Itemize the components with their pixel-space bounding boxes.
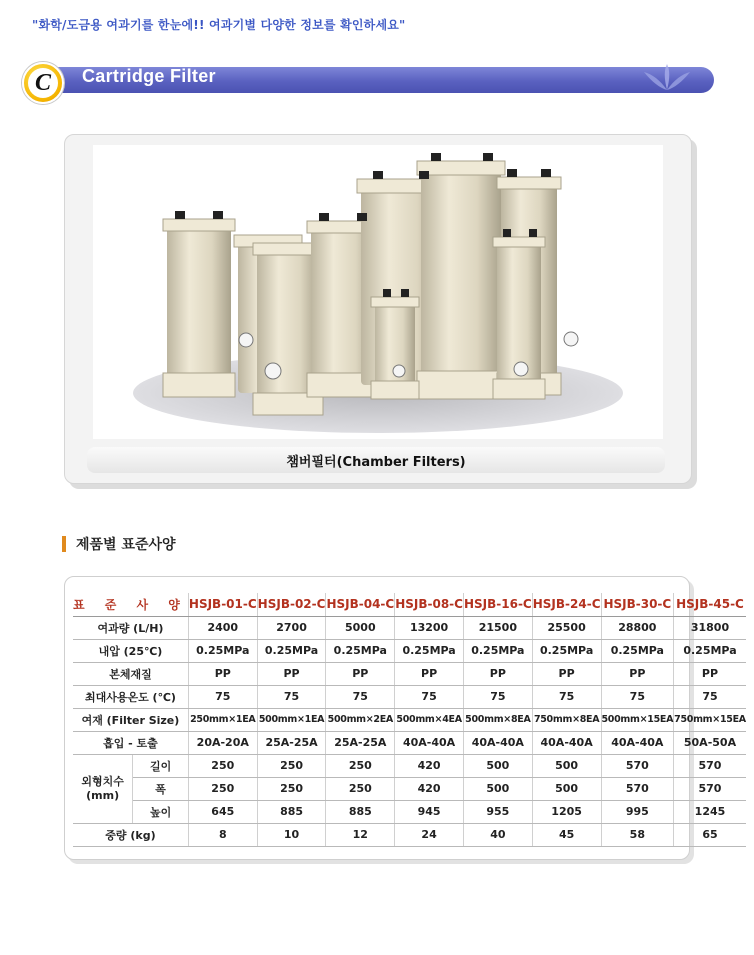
photo-caption: 챔버필터(Chamber Filters) <box>87 447 665 473</box>
table-cell: PP <box>188 662 257 685</box>
table-cell: 250 <box>257 777 326 800</box>
row-label: 내압 (25℃) <box>73 639 188 662</box>
table-cell: 21500 <box>463 616 532 639</box>
section-title-bar <box>18 62 714 98</box>
product-photo-card <box>64 134 692 484</box>
table-cell: 570 <box>674 754 746 777</box>
page-title: Cartridge Filter <box>82 66 216 86</box>
section-marker <box>62 536 66 552</box>
dimensions-label-line2: (mm) <box>86 788 120 802</box>
table-cell: 40A-40A <box>395 731 464 754</box>
table-cell: 955 <box>463 800 532 823</box>
model-header: HSJB-45-C <box>674 593 746 616</box>
table-cell: 500mm×8EA <box>463 708 532 731</box>
table-cell: 65 <box>674 823 746 846</box>
table-cell: 25500 <box>532 616 601 639</box>
table-cell: 0.25MPa <box>601 639 674 662</box>
category-badge <box>22 62 64 104</box>
table-cell: 500 <box>532 754 601 777</box>
table-cell: 250mm×1EA <box>188 708 257 731</box>
model-header: HSJB-04-C <box>326 593 395 616</box>
table-cell: 420 <box>395 777 464 800</box>
table-cell: 250 <box>326 777 395 800</box>
table-cell: 250 <box>188 754 257 777</box>
spec-table-card <box>64 576 746 860</box>
row-label: 여과량 (L/H) <box>73 616 188 639</box>
filter-housings <box>163 161 561 415</box>
table-cell: PP <box>532 662 601 685</box>
table-cell: 75 <box>674 685 746 708</box>
table-row <box>73 708 746 731</box>
table-cell: 500 <box>532 777 601 800</box>
table-cell: 31800 <box>674 616 746 639</box>
table-cell: 58 <box>601 823 674 846</box>
table-row <box>73 616 746 639</box>
table-cell: 750mm×8EA <box>532 708 601 731</box>
table-cell: 40A-40A <box>601 731 674 754</box>
table-cell: 12 <box>326 823 395 846</box>
header-label: 표 준 사 양 <box>73 593 188 616</box>
table-cell: 28800 <box>601 616 674 639</box>
chamber-filters-photo <box>93 145 663 439</box>
model-header: HSJB-16-C <box>463 593 532 616</box>
chamber-filters-illustration <box>93 145 663 439</box>
table-cell: 75 <box>532 685 601 708</box>
table-cell: 420 <box>395 754 464 777</box>
table-row <box>73 731 746 754</box>
dimensions-label-line1: 외형치수 <box>81 774 124 788</box>
table-cell: 250 <box>188 777 257 800</box>
table-cell: 500mm×4EA <box>395 708 464 731</box>
table-cell: 750mm×15EA <box>674 708 746 731</box>
model-header: HSJB-02-C <box>257 593 326 616</box>
table-row <box>73 800 746 823</box>
table-row <box>73 639 746 662</box>
table-cell: 75 <box>188 685 257 708</box>
row-label: 폭 <box>133 777 189 800</box>
table-row <box>73 685 746 708</box>
table-cell: 50A-50A <box>674 731 746 754</box>
table-cell: PP <box>674 662 746 685</box>
table-cell: 0.25MPa <box>257 639 326 662</box>
table-cell: 500 <box>463 777 532 800</box>
table-cell: 500mm×15EA <box>601 708 674 731</box>
table-cell: 40A-40A <box>463 731 532 754</box>
row-label: 여재 (Filter Size) <box>73 708 188 731</box>
table-cell: PP <box>326 662 395 685</box>
table-cell: 40 <box>463 823 532 846</box>
table-cell: 500mm×1EA <box>257 708 326 731</box>
row-label: 최대사용온도 (℃) <box>73 685 188 708</box>
table-cell: 995 <box>601 800 674 823</box>
table-cell: 885 <box>257 800 326 823</box>
table-cell: 1245 <box>674 800 746 823</box>
table-cell: 2700 <box>257 616 326 639</box>
table-cell: 40A-40A <box>532 731 601 754</box>
table-row <box>73 823 746 846</box>
table-cell: 75 <box>395 685 464 708</box>
table-cell: 5000 <box>326 616 395 639</box>
row-label: 흡입 - 토출 <box>73 731 188 754</box>
dimensions-label <box>73 754 133 823</box>
spec-table <box>73 593 746 847</box>
row-label: 중량 (kg) <box>73 823 188 846</box>
table-cell: 10 <box>257 823 326 846</box>
table-cell: 75 <box>326 685 395 708</box>
table-cell: 645 <box>188 800 257 823</box>
leaf-ornament-icon <box>642 62 692 92</box>
table-cell: 0.25MPa <box>188 639 257 662</box>
table-cell: 24 <box>395 823 464 846</box>
table-cell: 0.25MPa <box>463 639 532 662</box>
table-cell: 25A-25A <box>257 731 326 754</box>
table-cell: 75 <box>463 685 532 708</box>
table-cell: PP <box>463 662 532 685</box>
table-cell: 8 <box>188 823 257 846</box>
section-heading-text: 제품별 표준사양 <box>76 537 176 553</box>
table-cell: 885 <box>326 800 395 823</box>
table-cell: 500 <box>463 754 532 777</box>
model-header: HSJB-01-C <box>188 593 257 616</box>
table-cell: 500mm×2EA <box>326 708 395 731</box>
table-cell: 570 <box>601 754 674 777</box>
table-cell: PP <box>257 662 326 685</box>
model-header: HSJB-30-C <box>601 593 674 616</box>
table-cell: 25A-25A <box>326 731 395 754</box>
table-cell: 20A-20A <box>188 731 257 754</box>
table-cell: PP <box>395 662 464 685</box>
table-cell: 1205 <box>532 800 601 823</box>
table-row <box>73 777 746 800</box>
table-cell: 250 <box>326 754 395 777</box>
row-label: 본체재질 <box>73 662 188 685</box>
table-cell: 2400 <box>188 616 257 639</box>
table-cell: 0.25MPa <box>532 639 601 662</box>
table-cell: 0.25MPa <box>326 639 395 662</box>
table-cell: 0.25MPa <box>674 639 746 662</box>
model-header: HSJB-08-C <box>395 593 464 616</box>
table-cell: 250 <box>257 754 326 777</box>
table-cell: 945 <box>395 800 464 823</box>
table-cell: 13200 <box>395 616 464 639</box>
table-cell: 75 <box>601 685 674 708</box>
table-cell: 0.25MPa <box>395 639 464 662</box>
row-label: 길이 <box>133 754 189 777</box>
table-row <box>73 662 746 685</box>
table-cell: 45 <box>532 823 601 846</box>
badge-letter: C <box>28 68 58 98</box>
table-header-row <box>73 593 746 616</box>
model-header: HSJB-24-C <box>532 593 601 616</box>
row-label: 높이 <box>133 800 189 823</box>
table-cell: PP <box>601 662 674 685</box>
tagline: "화학/도금용 여과기를 한눈에!! 여과기별 다양한 정보를 확인하세요" <box>32 18 406 32</box>
section-heading <box>62 534 176 554</box>
table-cell: 75 <box>257 685 326 708</box>
table-cell: 570 <box>601 777 674 800</box>
table-row <box>73 754 746 777</box>
table-cell: 570 <box>674 777 746 800</box>
